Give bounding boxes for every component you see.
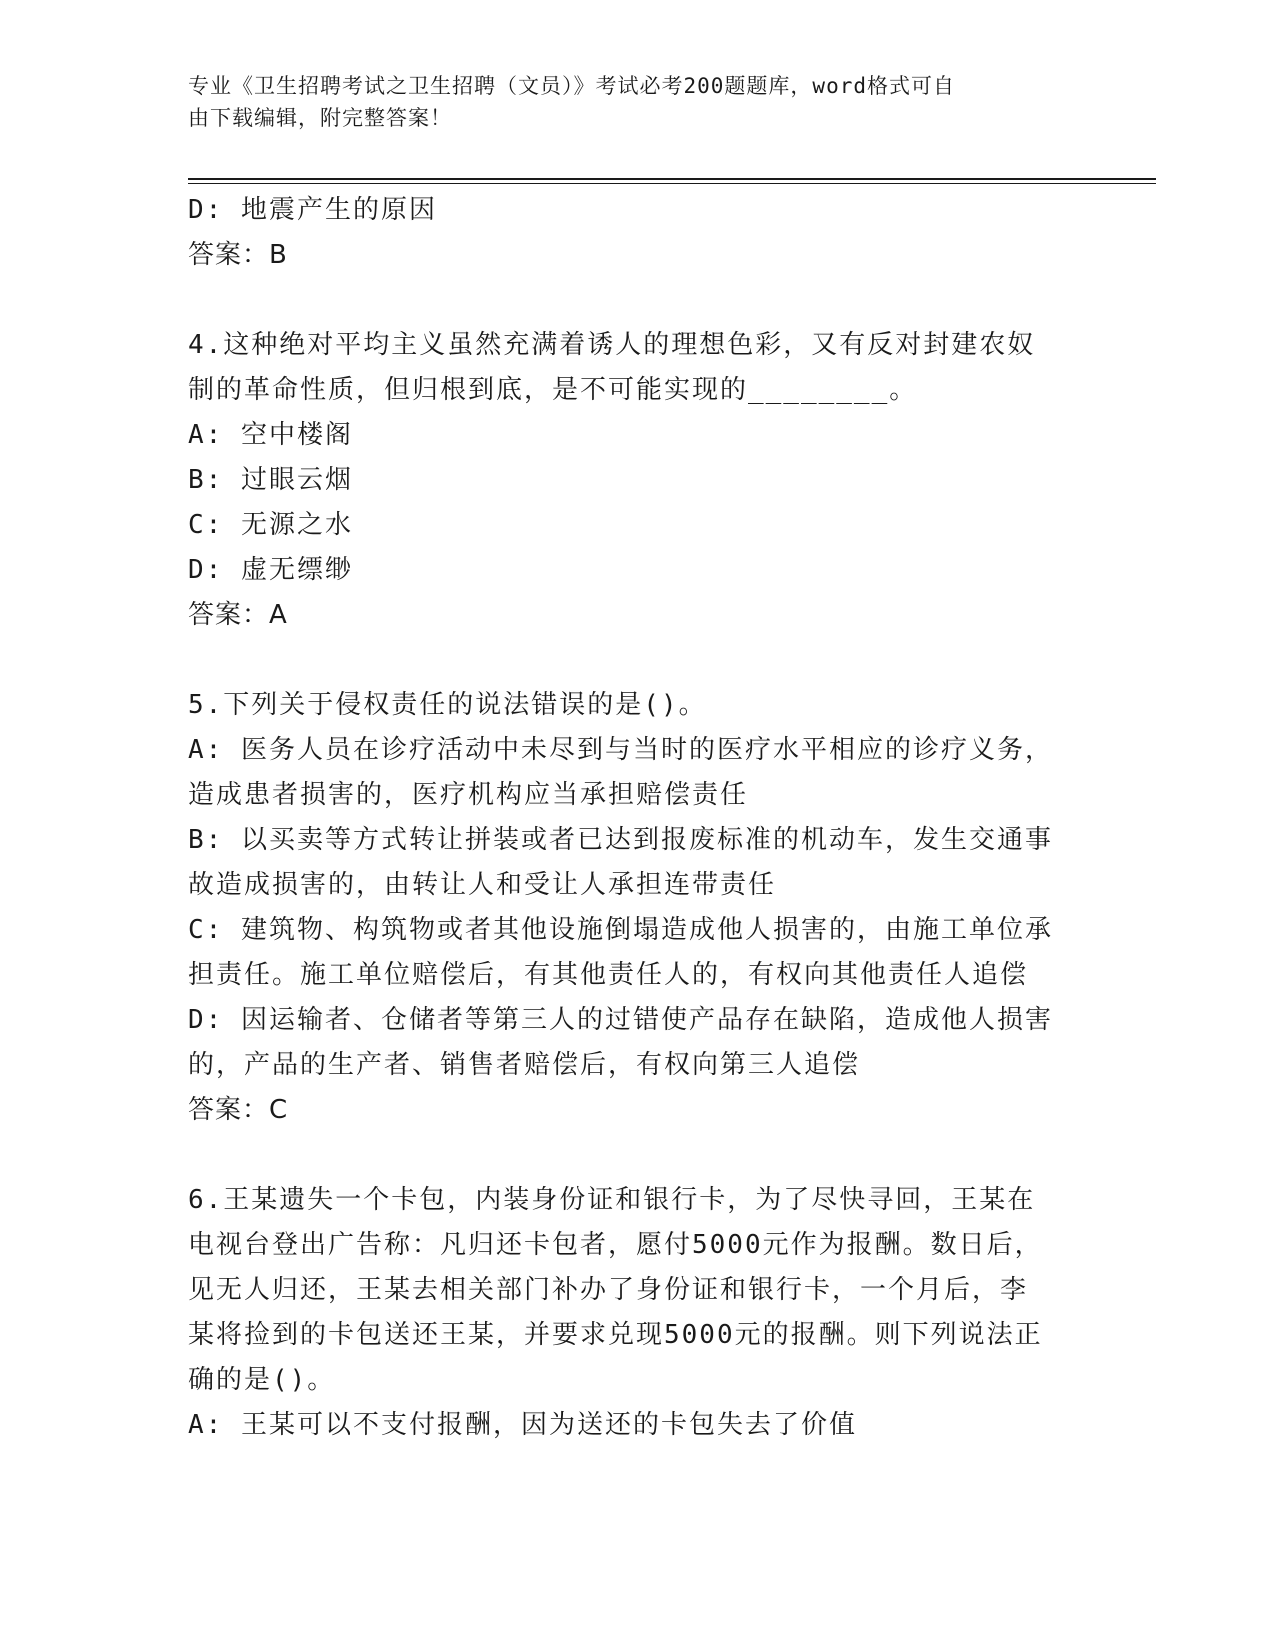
option-a-line: A: 医务人员在诊疗活动中未尽到与当时的医疗水平相应的诊疗义务， <box>188 735 1053 765</box>
question-3-tail <box>188 188 1088 278</box>
option-d-line: D: 因运输者、仓储者等第三人的过错使产品存在缺陷，造成他人损害 <box>188 1005 1053 1035</box>
header-line-2: 由下载编辑，附完整答案！ <box>188 106 452 130</box>
page-header <box>188 70 1068 134</box>
header-line-1: 专业《卫生招聘考试之卫生招聘（文员）》考试必考200题题库，word格式可自 <box>188 74 955 98</box>
option-b-line: 故造成损害的，由转让人和受让人承担连带责任 <box>188 870 777 900</box>
question-4 <box>188 323 1088 638</box>
header-divider-thin <box>188 183 1156 184</box>
spacer <box>188 1133 1088 1178</box>
question-stem-line: 制的革命性质，但归根到底，是不可能实现的________。 <box>188 375 918 405</box>
option-d: D: 虚无缥缈 <box>188 555 353 585</box>
option-b-line: B: 以买卖等方式转让拼装或者已达到报废标准的机动车，发生交通事 <box>188 825 1053 855</box>
option-a: A: 空中楼阁 <box>188 420 353 450</box>
option-c-line: 担责任。施工单位赔偿后，有其他责任人的，有权向其他责任人追偿 <box>188 960 1029 990</box>
question-stem-line: 6.王某遗失一个卡包，内装身份证和银行卡，为了尽快寻回，王某在 <box>188 1185 1036 1215</box>
question-stem-line: 见无人归还，王某去相关部门补办了身份证和银行卡，一个月后，李 <box>188 1275 1029 1305</box>
option-b: B: 过眼云烟 <box>188 465 353 495</box>
option-c: C: 无源之水 <box>188 510 353 540</box>
option-a: A: 王某可以不支付报酬，因为送还的卡包失去了价值 <box>188 1410 857 1440</box>
question-stem: 5.下列关于侵权责任的说法错误的是()。 <box>188 690 707 720</box>
spacer <box>188 638 1088 683</box>
option-c-line: C: 建筑物、构筑物或者其他设施倒塌造成他人损害的，由施工单位承 <box>188 915 1053 945</box>
question-content <box>188 188 1088 1448</box>
answer-label: 答案：B <box>188 240 288 270</box>
question-5 <box>188 683 1088 1133</box>
question-stem-line: 电视台登出广告称：凡归还卡包者，愿付5000元作为报酬。数日后， <box>188 1230 1043 1260</box>
option-d: D: 地震产生的原因 <box>188 195 437 225</box>
answer-label: 答案：A <box>188 600 288 630</box>
question-stem-line: 某将捡到的卡包送还王某，并要求兑现5000元的报酬。则下列说法正 <box>188 1320 1043 1350</box>
spacer <box>188 278 1088 323</box>
question-stem-line: 确的是()。 <box>188 1365 336 1395</box>
question-stem-line: 4.这种绝对平均主义虽然充满着诱人的理想色彩，又有反对封建农奴 <box>188 330 1036 360</box>
answer-label: 答案：C <box>188 1095 289 1125</box>
header-divider-thick <box>188 178 1156 180</box>
question-6 <box>188 1178 1088 1448</box>
option-d-line: 的，产品的生产者、销售者赔偿后，有权向第三人追偿 <box>188 1050 861 1080</box>
option-a-line: 造成患者损害的，医疗机构应当承担赔偿责任 <box>188 780 749 810</box>
